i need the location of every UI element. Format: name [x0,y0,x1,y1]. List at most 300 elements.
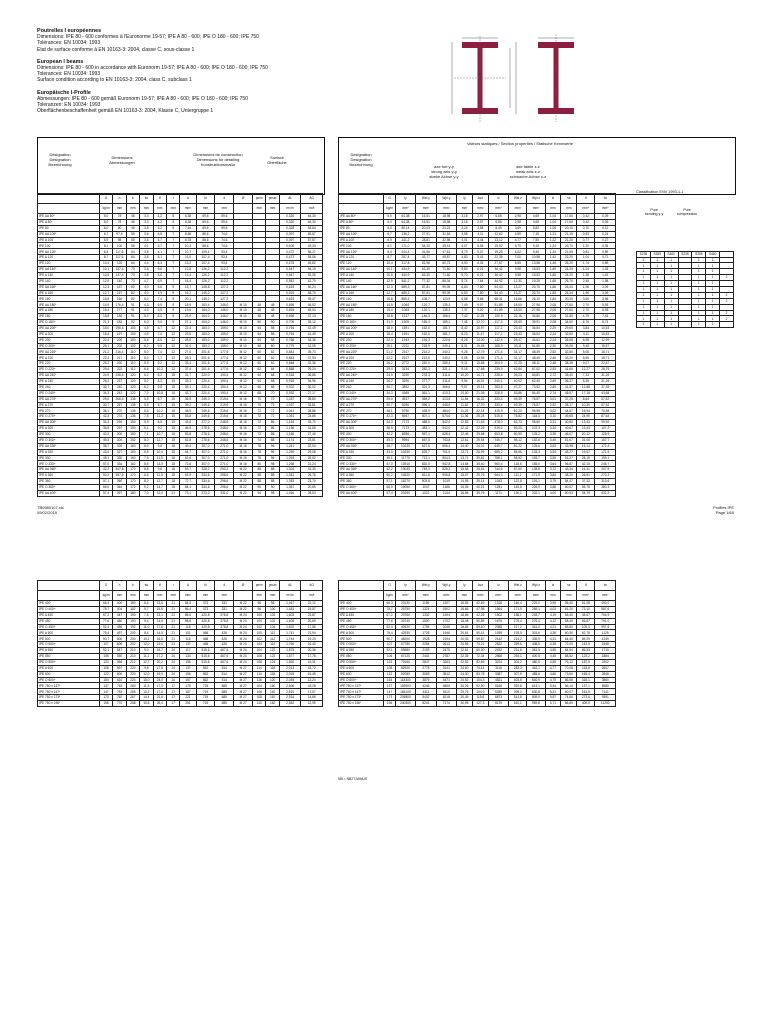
table-cell: 117,2 [488,331,508,337]
table-cell: 514,8 [509,695,527,701]
table-cell: 1,42 [545,255,561,261]
table-cell: 249,6 [196,408,215,414]
table-cell: 8,31 [457,343,473,349]
table-cell: 26,2 [99,378,112,384]
table-cell: 3,10 [545,414,561,420]
table-cell: 18 [167,473,180,479]
table-cell: 9,2 [153,361,166,367]
table-cell: 0,89 [595,261,616,267]
table-cell: M 27 [234,701,253,707]
table-cell: 141,2 [395,237,415,243]
column-symbol: G [99,581,112,591]
footer-date: 09/02/2015 [37,510,58,515]
table-cell: 903,6 [416,479,436,485]
table-cell: 21,3 [384,320,395,326]
table-cell: M 16 [234,414,253,420]
table-cell: 649,7 [488,443,508,449]
table-cell: 40,80 [561,420,577,426]
table-cell: 9,0 [140,648,153,654]
table-cell: 86,53 [577,648,595,654]
table-cell: 12,99 [595,337,616,343]
table-cell: 7,5 [140,414,153,420]
table-cell: 159,0 [215,325,234,331]
table-cell: 7 [167,272,180,278]
table-cell: 38,7 [384,443,395,449]
table-cell: 42,2 [99,467,112,473]
table-cell: 2,045 [279,677,301,683]
column-symbol: pmin [253,581,266,591]
table-cell: 3,79 [545,479,561,485]
table-cell: 166100 [395,689,415,695]
table-cell: 1144 [436,490,456,496]
table-cell: 74,6 [215,243,234,249]
table-cell: 123 [99,659,112,665]
table-cell: 1,341 [279,473,301,479]
profile-designation: IPE O 200+ [339,343,384,349]
table-cell: 222 [113,367,126,373]
table-cell: 181,7 [436,331,456,337]
table-cell: 18,8 [384,314,395,320]
column-unit: mm [126,204,139,214]
table-cell: 26,79 [595,367,616,373]
table-cell: 9,98 [509,267,527,273]
table-cell: 102 [126,343,139,349]
table-cell: 334,6 [196,479,215,485]
column-symbol: A [180,581,196,591]
table-cell: 249,4 [436,343,456,349]
column-symbol: Ø [234,194,253,204]
table-cell: 318,1 [577,677,595,683]
table-cell: 507,1 [416,414,436,420]
table-cell: 8,7 [153,396,166,402]
table-cell: 4,2 [153,219,166,225]
table-cell: 266,4 [113,396,126,402]
column-unit: mm⁶ [595,591,616,601]
table-cell: 244,4 [395,249,415,255]
table-cell: 24,20 [561,272,577,278]
profile-designation: IPE O 500+ [339,642,384,648]
table-cell: 6,21 [472,267,488,273]
profile-designation: IPE 140 [38,278,100,284]
table-cell: 46,52 [301,302,323,308]
column-symbol: Iw [595,581,616,591]
column-symbol: It [577,581,595,591]
table-cell: 50 [253,320,266,326]
table-cell: 14,40 [457,443,473,449]
table-cell: 10,4 [384,261,395,267]
table-cell: 5,2 [140,373,153,379]
table-cell: 26,34 [561,290,577,296]
table-cell: 6,5 [140,449,153,455]
profile-designation: IPE 600 [339,671,384,677]
table-cell: 81,89 [488,308,508,314]
table-cell: 125,6 [527,443,545,449]
column-unit: mm³ [509,204,527,214]
table-cell: 181,7 [436,325,456,331]
column-unit: mm³ [416,204,436,214]
table-cell: 1,760 [279,642,301,648]
table-cell: 77,6 [384,618,395,624]
table-cell: 5 [167,219,180,225]
column-unit: mm [215,204,234,214]
table-cell: 52,05 [301,272,323,278]
table-cell: 0,35 [595,243,616,249]
table-cell: 220 [126,671,139,677]
profile-designation: IPE A 100 [38,237,100,243]
table-cell: 100 [266,606,279,612]
table-cell: 99,09 [436,284,456,290]
table-cell: 68 [266,384,279,390]
table-cell: 1,33 [595,267,616,273]
table-cell: 9,8 [153,384,166,390]
table-cell: 0,768 [279,337,301,343]
table-cell: 23,5 [180,331,196,337]
table-cell: 84,1 [180,484,196,490]
table-cell: 1591 [395,331,415,337]
table-cell: 162 [266,695,279,701]
table-cell: 15,31 [301,659,323,665]
table-cell: 47,61 [436,249,456,255]
table-cell: 9,07 [472,302,488,308]
table-cell: 81,22 [509,443,527,449]
table-cell: 490,0 [595,601,616,607]
profile-designation: IPE 80 [38,225,100,231]
table-cell: 248,6 [215,420,234,426]
table-cell: 8,65 [509,261,527,267]
table-cell: 12,0 [153,490,166,496]
table-cell: 10,4 [99,261,112,267]
table-cell: 10,2 [153,408,166,414]
table-cell: 64 [126,255,139,261]
table-cell: 25,1 [99,343,112,349]
table-cell: 9,0 [153,320,166,326]
table-cell: 7,42 [457,314,473,320]
table-cell: 13,24 [301,677,323,683]
table-cell: 242 [113,390,126,396]
table-cell: 4,77 [545,665,561,671]
table-cell: 88,6 [196,237,215,243]
table-cell: 7173 [395,420,415,426]
table-cell: 689,3 [395,284,415,290]
table-cell: 57,4 [99,490,112,496]
table-cell: 0,843 [279,355,301,361]
table-cell: 2,24 [545,337,561,343]
table-cell: 1022 [416,490,436,496]
table-cell: 37,4 [180,367,196,373]
table-cell: 34,79 [577,490,595,496]
table-cell: 67,02 [527,367,545,373]
table-cell: 96 [253,606,266,612]
table-cell: 8,4 [99,249,112,255]
classification-cell: 1 [706,316,720,322]
table-cell: 12 [167,367,180,373]
dimensions-header [90,155,154,165]
table-cell: 1,744 [279,636,301,642]
column-unit: kg/m [384,204,395,214]
designation-header [37,152,83,167]
table-cell: 183,0 [196,325,215,331]
table-cell: 6,0 [99,225,112,231]
table-cell: 14,9 [384,302,395,308]
table-cell: 40,21 [472,484,488,490]
table-cell: 220 [126,665,139,671]
table-cell: 1500 [416,618,436,624]
table-cell: 62,40 [527,378,545,384]
table-cell: 19,57 [577,449,595,455]
table-cell: 68 [253,390,266,396]
table-cell: 94 [253,490,266,496]
column-unit: mm [253,204,266,214]
table-cell: 432,2 [595,490,616,496]
table-cell: 49,39 [509,396,527,402]
table-cell: 136 [126,414,139,420]
table-cell: 42,26 [472,612,488,618]
table-cell: 120 [113,261,126,267]
classification-cell: 1 [650,257,664,263]
profile-designation: IPE A 300 [38,426,100,432]
table-cell: 26,70 [561,278,577,284]
table-cell: 311,6 [436,373,456,379]
table-cell: 13,4 [180,272,196,278]
table-cell: 43,34 [561,467,577,473]
table-cell: M 16 [234,431,253,437]
table-cell: 5,1 [153,255,166,261]
table-cell: 183,0 [196,343,215,349]
intro-de-heading: Europäische I-Profile [37,89,91,96]
table-cell: 331 [215,606,234,612]
table-cell: 56 [253,343,266,349]
table-cell: 1318 [488,601,508,607]
table-cell: 14,95 [457,479,473,485]
table-cell: 3,18 [457,214,473,220]
table-cell: 5,57 [545,695,561,701]
table-cell: 7,45 [457,320,473,326]
table-cell: 17,70 [472,402,488,408]
profile-designation: IPE A 270 [38,402,100,408]
designation-de: Bezeichnung [349,162,373,167]
table-cell: 13,5 [153,601,166,607]
table-cell: 31,30 [301,467,323,473]
table-cell: 828,2 [436,467,456,473]
classification-cell: 2 [720,292,734,298]
table-cell: 1,84 [545,296,561,302]
table-cell: 23,43 [509,331,527,337]
table-cell: 17 [167,683,180,689]
table-cell: 57,0 [384,461,395,467]
table-cell: 152,6 [527,437,545,443]
table-cell: 331 [215,601,234,607]
table-cell: 79160 [395,659,415,665]
table-cell: 15,4 [384,308,395,314]
table-cell: 330 [113,455,126,461]
table-cell: 92080 [395,671,415,677]
table-cell: 37,39 [595,384,616,390]
table-cell: 157 [113,284,126,290]
table-cell: 3,3 [140,214,153,220]
table-cell: 426 [215,636,234,642]
profile-designation: IPE 360 [38,479,100,485]
profile-designation: IPE 550 [38,654,100,660]
table-cell: 53,8 [180,431,196,437]
table-cell: 719 [196,683,215,689]
table-cell: 177,6 [215,349,234,355]
table-cell: 26750 [395,606,415,612]
table-cell: 69,6 [196,219,215,225]
table-cell: 2,08 [545,302,561,308]
classification-cell: 1 [650,286,664,292]
table-cell: 27,96 [527,302,545,308]
pure-compression-label [672,208,702,216]
table-cell: 43,95 [561,443,577,449]
table-cell: 1,34 [545,249,561,255]
profile-designation: IPE A 450 [38,612,100,618]
table-cell: 117,6 [113,255,126,261]
table-cell: 36,86 [301,373,323,379]
table-cell: 45,9 [180,408,196,414]
table-cell: 161,5 [577,689,595,695]
classification-cell: 1 [692,275,706,281]
table-cell: 12,7 [99,290,112,296]
table-cell: 3,09 [595,284,616,290]
table-cell: 110 [126,361,139,367]
table-cell: M 16 [234,396,253,402]
table-cell: 248,6 [215,437,234,443]
intro-en-heading: European I beams [37,58,84,65]
table-cell: 46 [126,219,139,225]
table-cell: 219,6 [215,396,234,402]
table-cell: 4,66 [545,671,561,677]
classification-cell: 1 [637,269,651,275]
profile-designation: IPE A 220 [38,355,100,361]
table-cell: 190,4 [215,373,234,379]
table-cell: 20,61 [457,630,473,636]
table-cell: 43,77 [416,255,436,261]
table-cell: 277,7 [416,378,436,384]
table-cell: 220,4 [196,384,215,390]
classification-cell: 1 [637,310,651,316]
table-cell: 28,47 [509,337,527,343]
table-cell: 123,9 [436,296,456,302]
table-cell: 0,475 [279,261,301,267]
table-cell: 160 [126,443,139,449]
table-cell: 58,40 [561,618,577,624]
construction-de: Konstruktionsmaße [200,162,236,167]
table-cell: 11290 [595,701,616,707]
table-cell: 42,49 [301,325,323,331]
table-cell: 1,467 [279,601,301,607]
table-cell: 108 [99,665,112,671]
table-cell: 21,2 [384,349,395,355]
table-cell: 4,19 [545,612,561,618]
profile-designation: IPE 160 [339,296,384,302]
column-symbol: tf [153,194,166,204]
table-cell: 28,5 [180,337,196,343]
table-cell: 24,85 [301,414,323,420]
table-cell: 39,1 [180,384,196,390]
column-unit: mm⁴ [577,204,595,214]
table-cell: 17,60 [561,219,577,225]
table-cell: 42,3 [384,414,395,420]
table-cell: 10,5 [99,272,112,278]
table-cell: 5,6 [153,267,166,273]
table-cell: 1,622 [279,624,301,630]
profile-designation: IPE A 300 [339,426,384,432]
table-cell: 21 [167,642,180,648]
column-symbol: Avz [472,581,488,591]
table-cell: 51,89 [527,343,545,349]
table-cell: 66,3 [99,601,112,607]
table-cell: 4,12 [545,618,561,624]
classification-cell: 1 [664,298,678,304]
table-cell: 57,4 [384,490,395,496]
table-cell: 96 [266,449,279,455]
table-cell: 7 [167,243,180,249]
table-cell: 92,4 [384,624,395,630]
table-cell: 2,534 [279,695,301,701]
table-cell: 24 [167,671,180,677]
symbol-row [339,194,616,204]
table-cell: 4,4 [140,261,153,267]
table-cell: 39,23 [509,373,527,379]
table-cell: 73 [126,278,139,284]
profile-designation: IPE 160 [38,296,100,302]
table-cell: 3,6 [140,237,153,243]
table-cell: M 10 [234,343,253,349]
profile-designation: IPE 500 [38,636,100,642]
table-cell: 3,31 [545,420,561,426]
table-cell: 74 [253,437,266,443]
table-cell: 96 [266,455,279,461]
unit-row [38,591,323,601]
table-cell: 90 [266,484,279,490]
table-cell: 76,57 [527,402,545,408]
table-cell: 68 [266,378,279,384]
table-cell: 347,8 [113,467,126,473]
column-unit: mm⁴ [395,204,415,214]
profile-designation: IPE O 450+ [339,624,384,630]
table-cell: 413,5 [436,396,456,402]
table-cell: 13,2 [180,261,196,267]
table-cell: 15,7 [180,284,196,290]
table-cell: 19,0 [153,642,166,648]
table-cell: 3,86 [545,484,561,490]
table-cell: 1,24 [577,267,595,273]
table-cell: 29,76 [457,689,473,695]
table-cell: 20,2 [153,659,166,665]
table-cell: 72 [266,402,279,408]
table-cell: 392,8 [509,683,527,689]
profile-designation: IPE O 330+ [339,461,384,467]
table-cell: 1,24 [545,243,561,249]
table-cell: 180 [126,490,139,496]
table-cell: 373 [196,601,215,607]
table-cell: 19,14 [472,384,488,390]
table-cell: 9994 [395,437,415,443]
table-cell: 48 [266,302,279,308]
table-cell: 127,3 [472,701,488,707]
table-cell: 24,9 [384,373,395,379]
table-cell: 45,57 [561,390,577,396]
classification-cell: 1 [692,292,706,298]
table-cell: 4,45 [545,654,561,660]
table-cell: 126,2 [196,278,215,284]
table-cell: 10,8 [153,390,166,396]
table-cell: 468 [196,636,215,642]
table-cell: 78 [253,443,266,449]
footer-top-left [37,505,64,515]
table-cell: 20,70 [527,284,545,290]
table-cell: M 16 [234,426,253,432]
